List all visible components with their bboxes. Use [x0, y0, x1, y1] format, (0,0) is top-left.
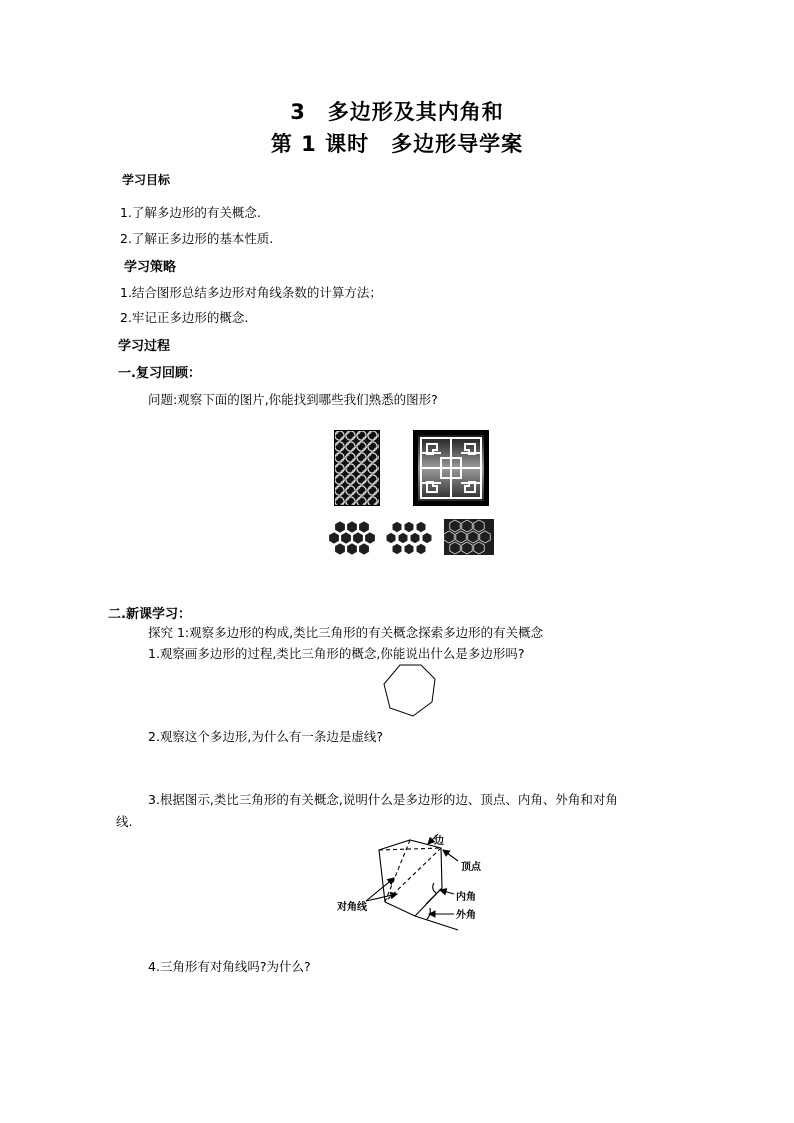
objectives-heading: 学习目标	[122, 173, 171, 187]
process-heading: 学习过程	[118, 339, 171, 354]
strategy-heading: 学习策略	[124, 260, 177, 275]
question-1: 1.观察画多边形的过程,类比三角形的概念,你能说出什么是多边形吗?	[148, 646, 525, 661]
window-lattice-image	[413, 430, 489, 506]
label-side: 边	[434, 836, 444, 847]
explore-prompt: 探究 1:观察多边形的构成,类比三角形的有关概念探索多边形的有关概念	[148, 625, 544, 640]
page-subtitle: 第 1 课时 多边形导学案	[270, 132, 524, 156]
label-vertex: 顶点	[461, 862, 481, 873]
page-title: 3 多边形及其内角和	[290, 100, 504, 124]
label-interior-angle: 内角	[456, 892, 476, 903]
review-question: 问题:观察下面的图片,你能找到哪些我们熟悉的图形?	[148, 392, 438, 407]
strategy-item: 2.牢记正多边形的概念.	[120, 310, 249, 325]
hexagon-cluster-3	[442, 517, 496, 557]
objective-item: 1.了解多边形的有关概念.	[120, 205, 261, 220]
question-4: 4.三角形有对角线吗?为什么?	[148, 959, 311, 974]
question-2: 2.观察这个多边形,为什么有一条边是虚线?	[148, 729, 384, 744]
objective-item: 2.了解正多边形的基本性质.	[120, 231, 274, 246]
lattice-pattern-image	[334, 430, 380, 506]
new-lesson-heading: 二.新课学习：	[108, 607, 191, 622]
question-3-continued: 线.	[116, 814, 133, 829]
heptagon-figure	[380, 662, 440, 720]
label-exterior-angle: 外角	[456, 910, 476, 921]
label-diagonal: 对角线	[337, 902, 367, 913]
polygon-parts-diagram	[330, 828, 510, 938]
hexagon-cluster-1	[327, 519, 379, 557]
hexagon-cluster-2	[384, 519, 436, 557]
review-heading: 一.复习回顾：	[118, 366, 201, 381]
question-3: 3.根据图示,类比三角形的有关概念,说明什么是多边形的边、顶点、内角、外角和对角	[148, 792, 618, 807]
strategy-item: 1.结合图形总结多边形对角线条数的计算方法；	[120, 285, 382, 300]
